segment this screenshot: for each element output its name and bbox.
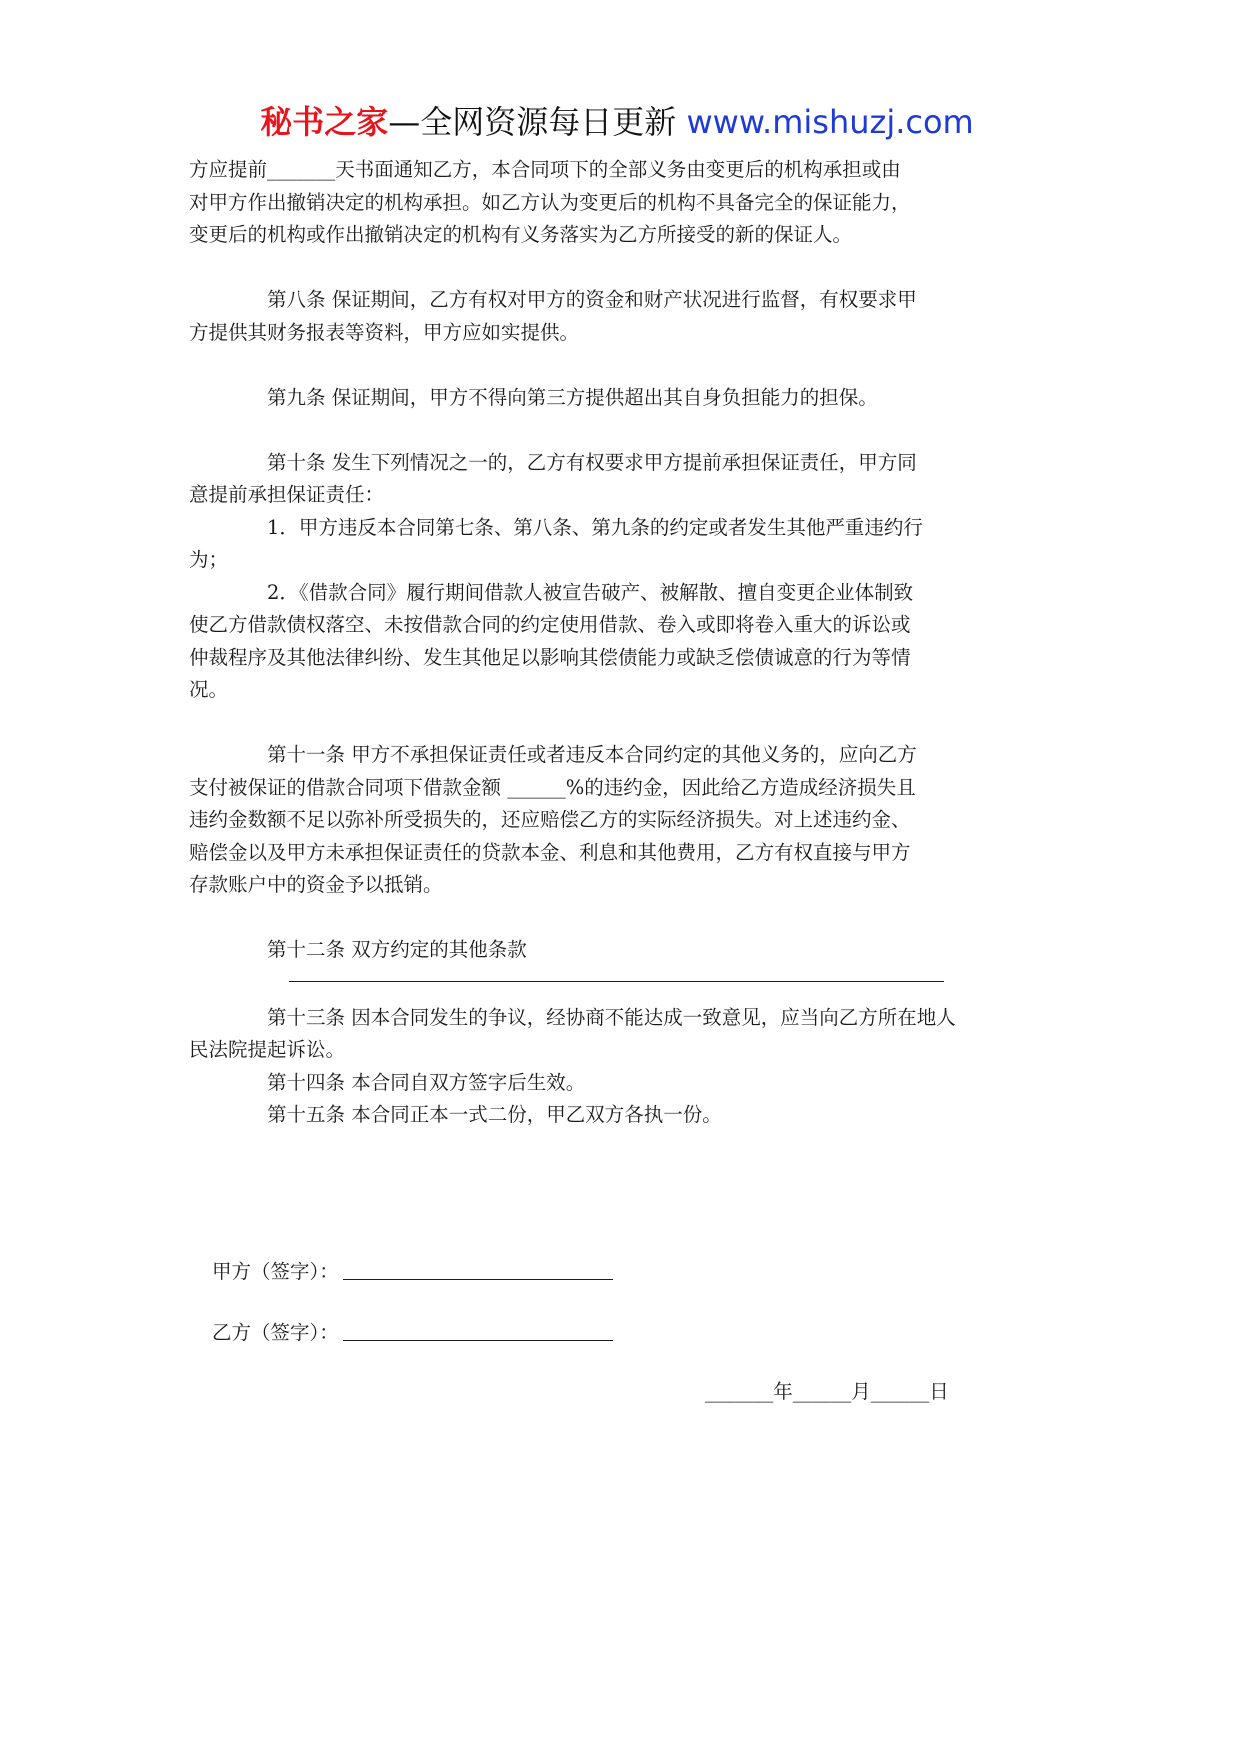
article-13-line: 民法院提起诉讼。: [189, 1038, 346, 1061]
article-10-item-2: 2．《借款合同》履行期间借款人被宣告破产、被解散、擅自变更企业体制致: [267, 580, 914, 604]
article-11-line: 第十一条 甲方不承担保证责任或者违反本合同约定的其他义务的，应向乙方: [267, 743, 917, 766]
article-10-item-2: 使乙方借款债权落空、未按借款合同的约定使用借款、卷入或即将卷入重大的诉讼或: [189, 613, 911, 636]
body-line: 方应提前_______天书面通知乙方，本合同项下的全部义务由变更后的机构承担或由: [189, 158, 901, 181]
article-11-line: 赔偿金以及甲方未承担保证责任的贷款本金、利息和其他费用，乙方有权直接与甲方: [189, 840, 911, 864]
article-12-blank-line: [289, 967, 944, 982]
contract-body: [189, 154, 1089, 1132]
article-11-line: 支付被保证的借款合同项下借款金额 ______%的违约金，因此给乙方造成经济损失且: [189, 775, 916, 799]
article-10-line: 第十条 发生下列情况之一的，乙方有权要求甲方提前承担保证责任，甲方同: [267, 450, 917, 474]
party-b-label: 乙方（签字）：: [212, 1321, 339, 1344]
article-14-line: 第十四条 本合同自双方签字后生效。: [267, 1070, 586, 1094]
article-9-line: 第九条 保证期间，甲方不得向第三方提供超出其自身负担能力的担保。: [267, 385, 878, 409]
article-11-line: 违约金数额不足以弥补所受损失的，还应赔偿乙方的实际经济损失。对上述违约金、: [189, 808, 911, 831]
party-a-signature-blank: [343, 1257, 613, 1280]
article-12-line: 第十二条 双方约定的其他条款: [267, 938, 527, 961]
party-a-label: 甲方（签字）：: [212, 1260, 339, 1283]
article-10-item-2: 况。: [189, 678, 229, 701]
signing-date: _______年______月______日: [705, 1380, 949, 1403]
article-15-line: 第十五条 本合同正本一式二份，甲乙双方各执一份。: [267, 1103, 722, 1126]
article-8-line: 第八条 保证期间，乙方有权对甲方的资金和财产状况进行监督，有权要求甲: [267, 288, 917, 311]
header-slogan: —全网资源每日更新: [388, 103, 677, 141]
article-10-line: 意提前承担保证责任：: [189, 483, 385, 506]
article-10-item-2: 仲裁程序及其他法律纠纷、发生其他足以影响其偿债能力或缺乏偿债诚意的行为等情: [189, 645, 911, 669]
article-13-line: 第十三条 因本合同发生的争议，经协商不能达成一致意见，应当向乙方所在地人: [267, 1005, 956, 1029]
article-8-line: 方提供其财务报表等资料，甲方应如实提供。: [189, 320, 580, 344]
article-10-item-1: 1．甲方违反本合同第七条、第八条、第九条的约定或者发生其他严重违约行: [267, 515, 923, 539]
site-url[interactable]: www.mishuzj.com: [676, 103, 974, 141]
article-10-item-1: 为；: [189, 548, 229, 571]
brand-name: 秘书之家: [260, 103, 389, 141]
article-11-line: 存款账户中的资金予以抵销。: [189, 873, 443, 896]
body-line: 变更后的机构或作出撤销决定的机构有义务落实为乙方所接受的新的保证人。: [189, 223, 853, 246]
site-header: [0, 102, 1234, 142]
party-a-signature: [212, 1257, 613, 1287]
party-b-signature-blank: [343, 1318, 613, 1341]
party-b-signature: [212, 1318, 613, 1348]
body-line: 对甲方作出撤销决定的机构承担。如乙方认为变更后的机构不具备完全的保证能力，: [189, 190, 911, 214]
